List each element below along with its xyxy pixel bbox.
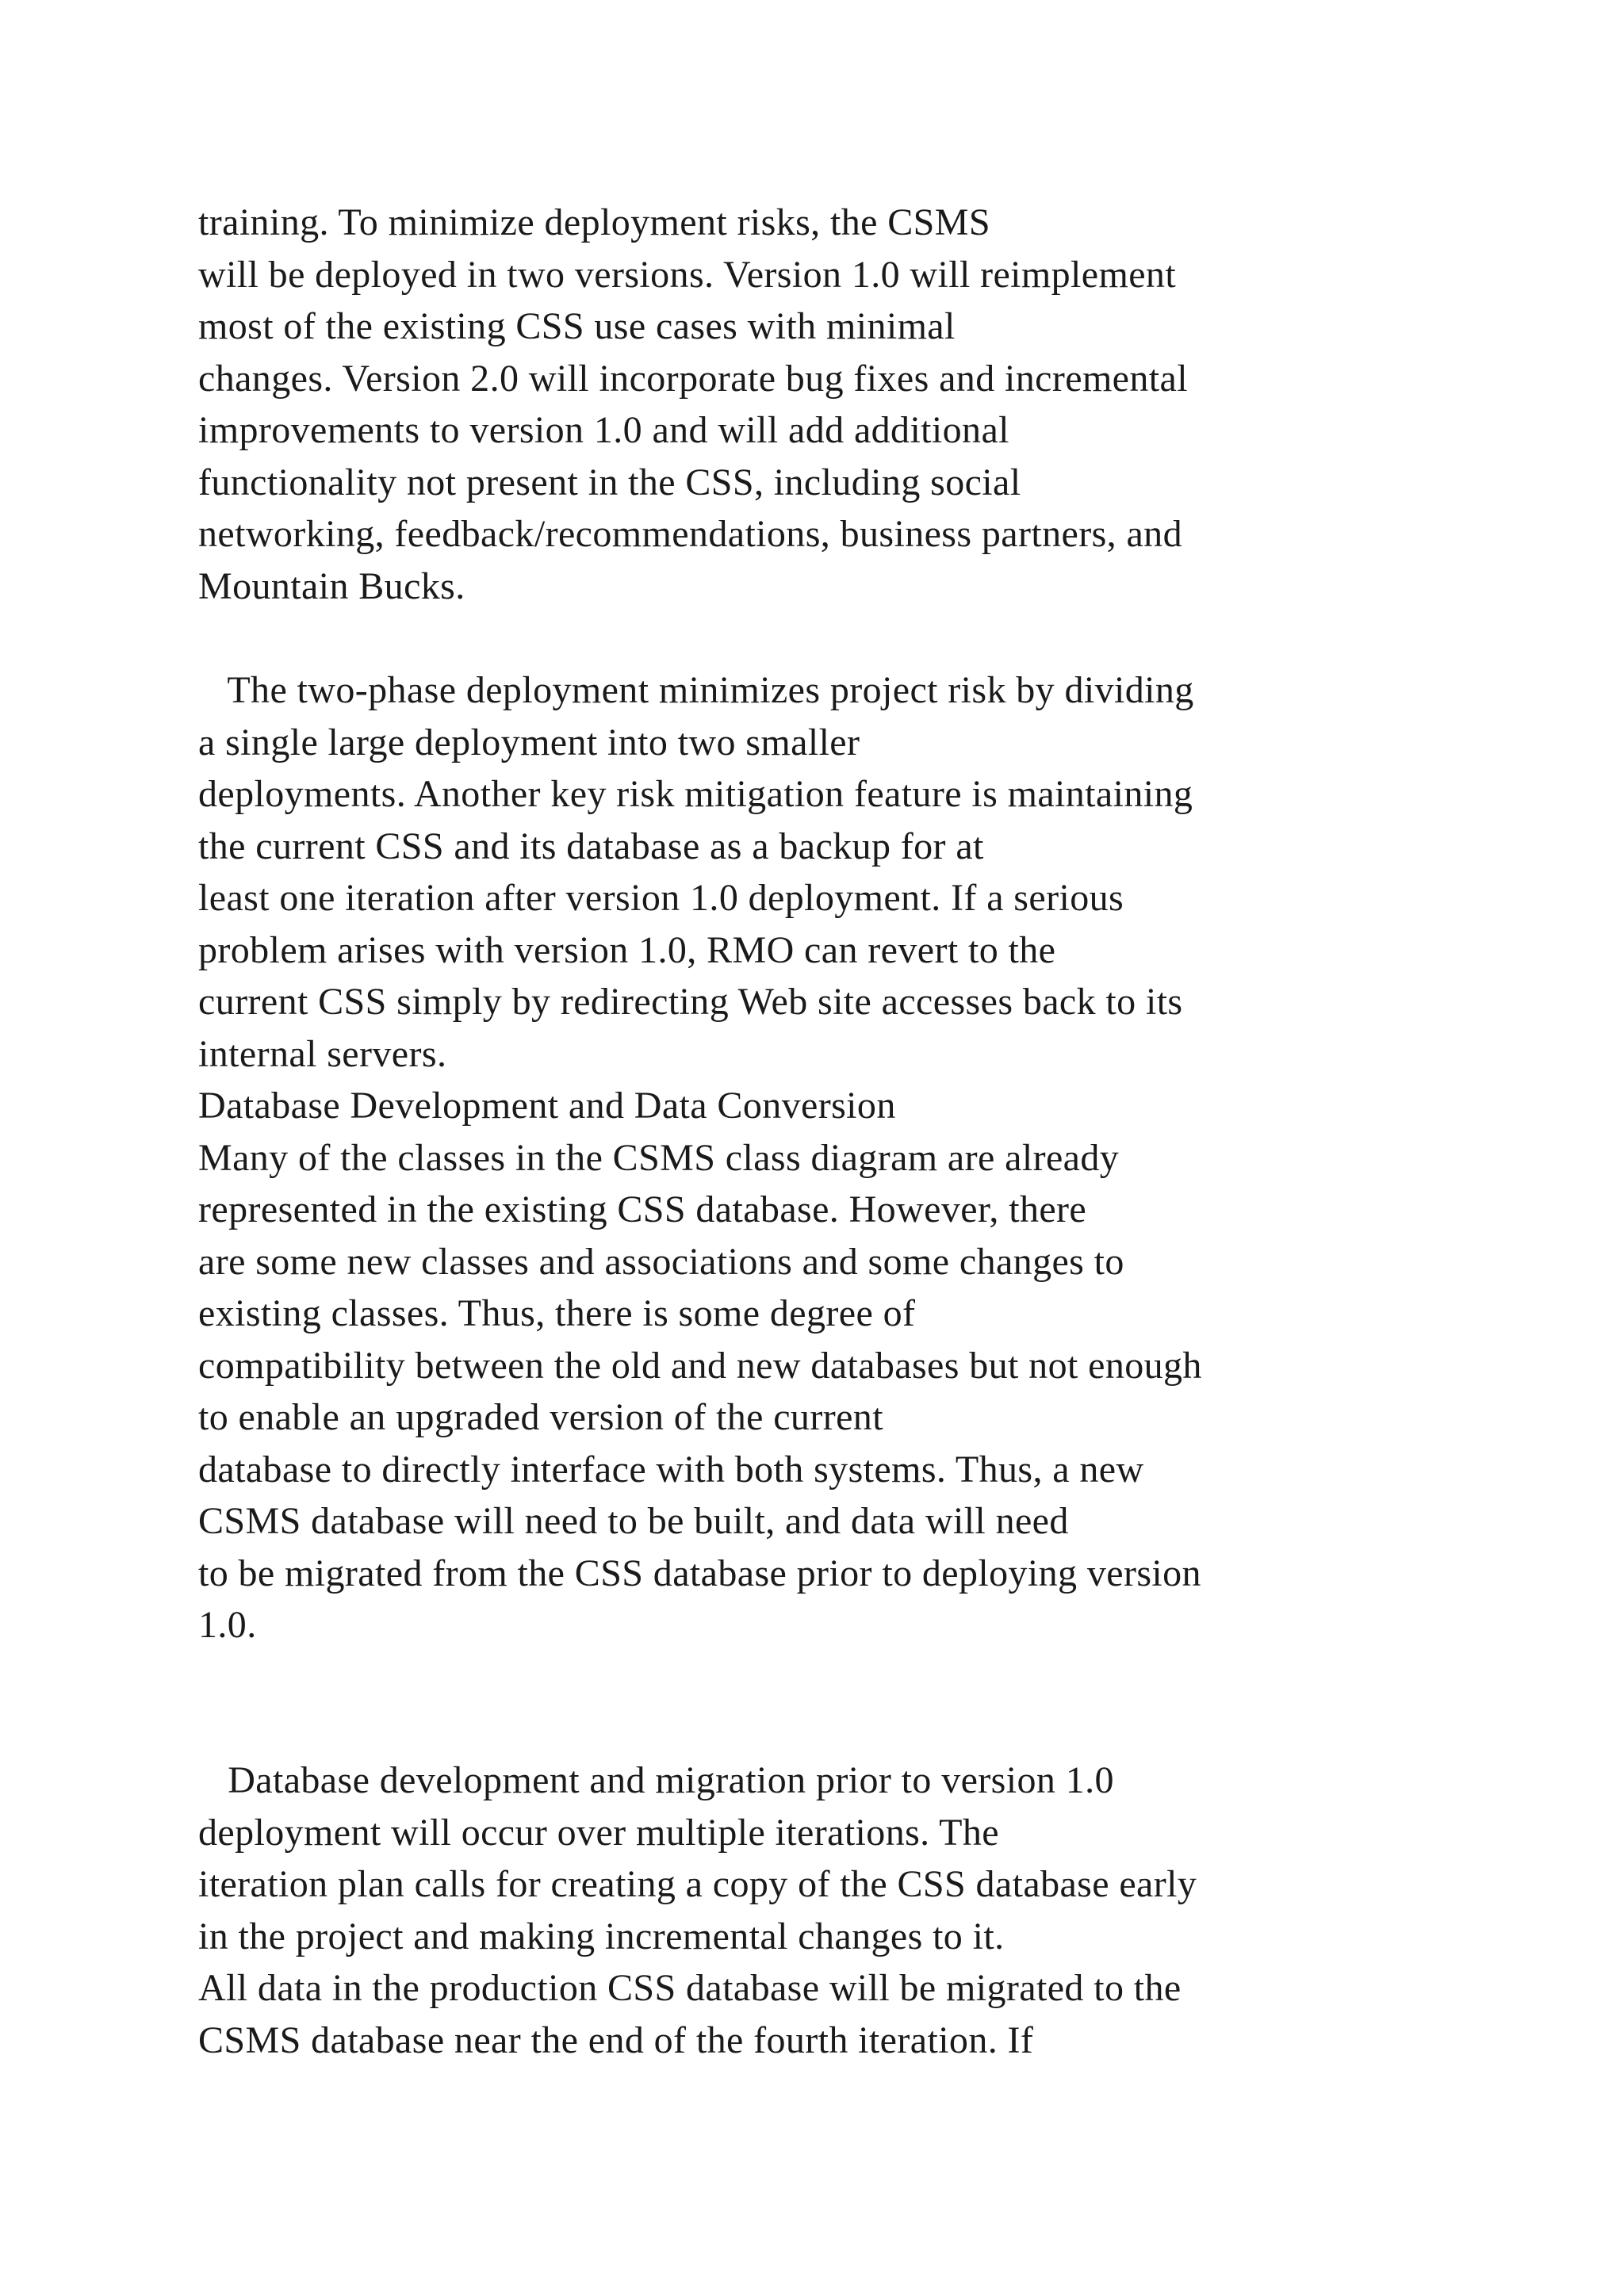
text-line: training. To minimize deployment risks, the CSMS <box>198 201 990 243</box>
text-line: in the project and making incremental changes to it. <box>198 1915 1005 1957</box>
text-line: Database development and migration prior to version 1.0 <box>198 1759 1114 1801</box>
text-line: to be migrated from the CSS database prior to deploying version <box>198 1552 1201 1594</box>
text-line: are some new classes and associations and some changes to <box>198 1240 1124 1283</box>
text-line: functionality not present in the CSS, including social <box>198 461 1021 503</box>
text-line: least one iteration after version 1.0 deployment. If a serious <box>198 877 1124 919</box>
text-line: improvements to version 1.0 and will add additional <box>198 409 1009 451</box>
text-line: the current CSS and its database as a backup for at <box>198 825 984 867</box>
text-line: networking, feedback/recommendations, business partners, and <box>198 513 1182 555</box>
text-line: Many of the classes in the CSMS class diagram are already <box>198 1136 1120 1179</box>
text-line: existing classes. Thus, there is some degree of <box>198 1292 916 1334</box>
text-line: internal servers. <box>198 1032 447 1075</box>
text-line: 1.0. <box>198 1604 257 1646</box>
paragraph-deployment-versions <box>198 197 1562 612</box>
text-line: will be deployed in two versions. Version 1.0 will reimplement <box>198 253 1177 296</box>
text-line: compatibility between the old and new databases but not enough <box>198 1344 1202 1387</box>
text-line: deployment will occur over multiple iterations. The <box>198 1811 999 1854</box>
text-line: represented in the existing CSS database. However, there <box>198 1188 1087 1230</box>
text-line: changes. Version 2.0 will incorporate bug fixes and incremental <box>198 357 1188 400</box>
text-line: database to directly interface with both systems. Thus, a new <box>198 1448 1144 1490</box>
text-line: iteration plan calls for creating a copy of the CSS database early <box>198 1863 1197 1905</box>
text-line: CSMS database will need to be built, and data will need <box>198 1500 1069 1542</box>
text-line: most of the existing CSS use cases with minimal <box>198 305 956 347</box>
text-line: deployments. Another key risk mitigation feature is maintaining <box>198 773 1193 815</box>
text-line: CSMS database near the end of the fourth iteration. If <box>198 2019 1034 2061</box>
text-line: to enable an upgraded version of the current <box>198 1396 883 1438</box>
paragraph-two-phase-deployment <box>198 664 1562 1080</box>
section-database-development <box>198 1080 1562 1651</box>
text-line: The two-phase deployment minimizes project risk by dividing <box>198 669 1194 711</box>
paragraph-database-migration <box>198 1755 1562 2066</box>
text-line: All data in the production CSS database will be migrated to the <box>198 1967 1182 2009</box>
text-line: current CSS simply by redirecting Web site accesses back to its <box>198 981 1183 1023</box>
text-line: problem arises with version 1.0, RMO can revert to the <box>198 928 1056 971</box>
section-heading: Database Development and Data Conversion <box>198 1085 896 1127</box>
text-line: Mountain Bucks. <box>198 564 465 607</box>
text-line: a single large deployment into two smaller <box>198 721 860 763</box>
